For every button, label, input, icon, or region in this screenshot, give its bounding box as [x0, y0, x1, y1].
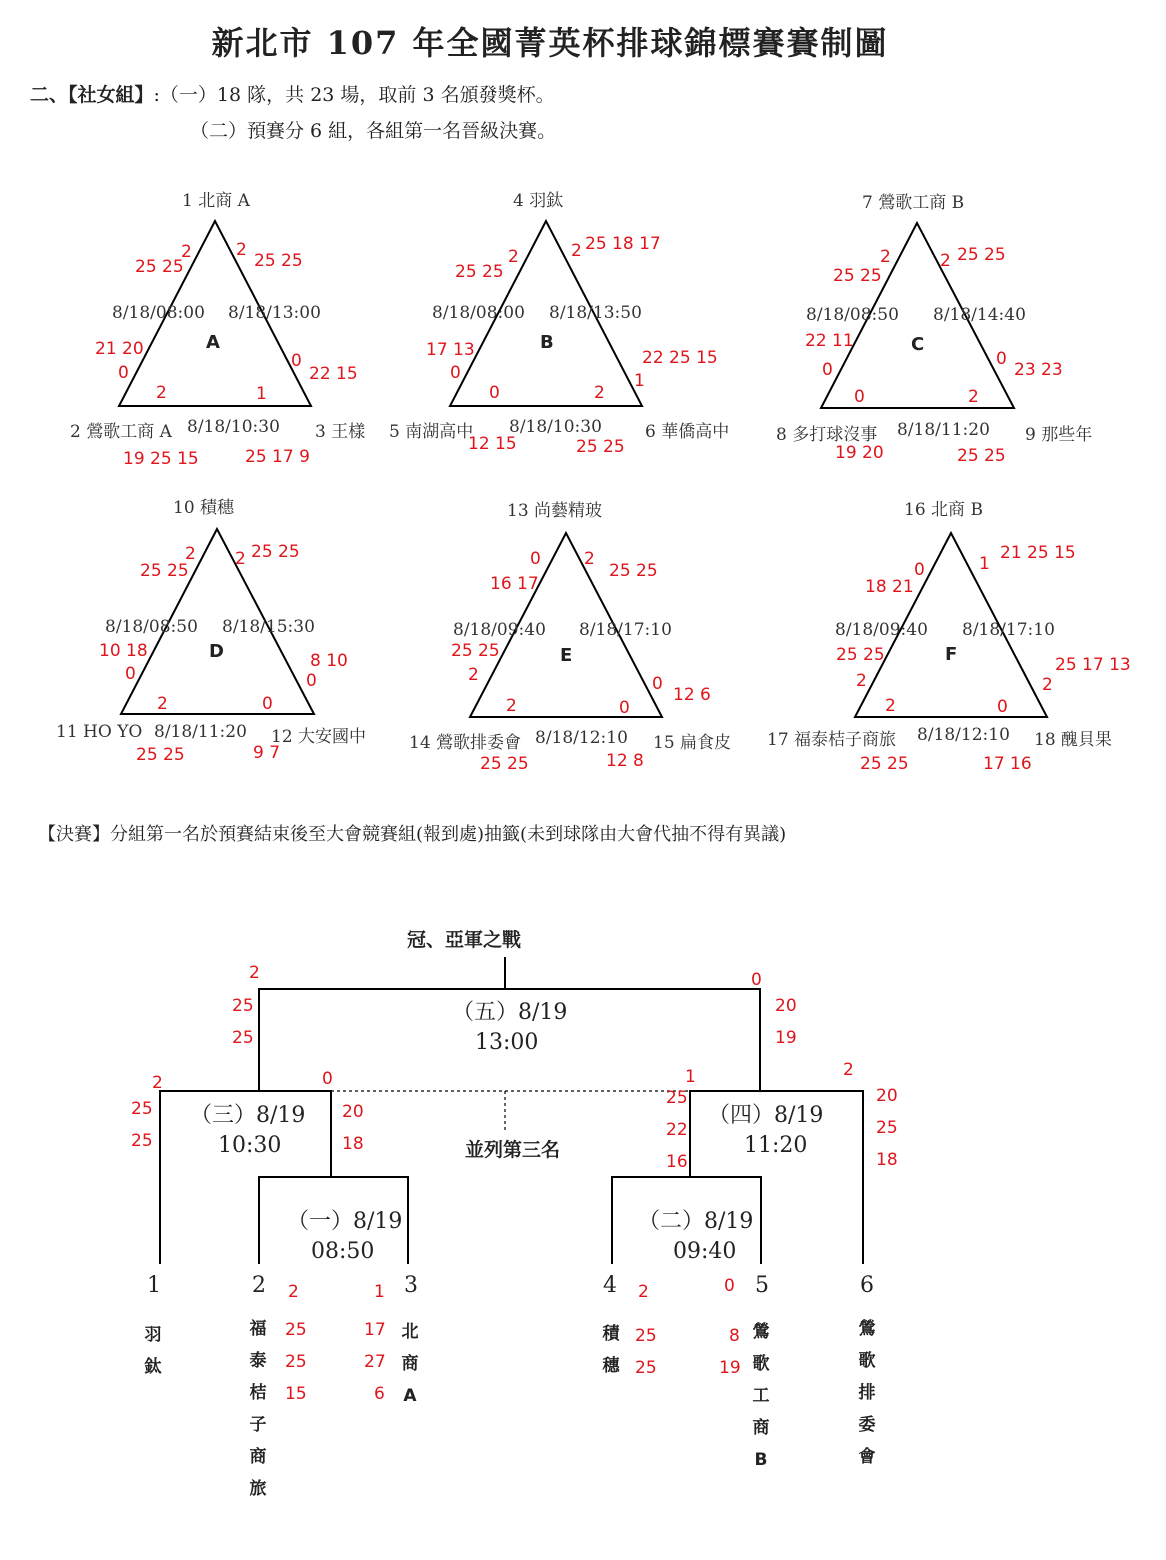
group-label: B [540, 332, 554, 353]
score: 20 [342, 1102, 364, 1122]
time-left: 8/18/08:00 [112, 303, 205, 323]
score: 25 [131, 1131, 153, 1151]
team-right: 6 華僑高中 [645, 422, 730, 442]
score: 25 25 [609, 561, 658, 581]
seed-team-name: 鶯歌工商B [752, 1322, 770, 1470]
third-place-dashes [259, 1091, 690, 1132]
score: 2 [152, 1073, 163, 1093]
team-top: 16 北商 B [904, 500, 983, 520]
score: 6 [374, 1384, 385, 1404]
score: 25 [666, 1088, 688, 1108]
team-left: 17 福泰桔子商旅 [767, 730, 897, 750]
time-right: 8/18/17:10 [579, 620, 672, 640]
score: 1 [634, 371, 645, 391]
score: 1 [979, 554, 990, 574]
team-left: 14 鶯歌排委會 [409, 733, 522, 753]
score: 18 [342, 1134, 364, 1154]
score: 19 25 15 [123, 449, 199, 469]
time-right: 8/18/15:30 [222, 617, 315, 637]
time-right: 8/18/13:00 [228, 303, 321, 323]
score: 0 [306, 671, 317, 691]
score: 22 11 [805, 331, 854, 351]
score: 25 [232, 996, 254, 1016]
score: 21 20 [95, 339, 144, 359]
score: 0 [997, 697, 1008, 717]
score: 2 [594, 383, 605, 403]
time-left: 8/18/09:40 [835, 620, 928, 640]
match-1-time: 08:50 [311, 1239, 375, 1264]
team-right: 12 大安國中 [271, 727, 367, 747]
score: 0 [262, 694, 273, 714]
score: 0 [996, 349, 1007, 369]
match-1-title: （一）8/19 [287, 1209, 403, 1234]
score: 22 15 [309, 364, 358, 384]
score: 25 [635, 1326, 657, 1346]
third-place-label: 並列第三名 [465, 1139, 561, 1161]
score: 19 20 [835, 443, 884, 463]
score: 2 [468, 665, 479, 685]
score: 20 [775, 996, 797, 1016]
team-right: 15 扁食皮 [653, 733, 732, 753]
score: 2 [856, 671, 867, 691]
score: 12 15 [468, 434, 517, 454]
score: 2 [156, 383, 167, 403]
team-top: 10 積穗 [173, 498, 235, 518]
score: 25 25 [836, 645, 885, 665]
score: 25 25 [140, 561, 189, 581]
score: 0 [489, 383, 500, 403]
score: 2 [880, 247, 891, 267]
score: 25 25 [833, 266, 882, 286]
seed-number: 5 [755, 1273, 769, 1298]
finals-note: 【決賽】分組第一名於預賽結束後至大會競賽組(報到處)抽籤(未到球隊由大會代抽不得有異議) [38, 824, 787, 845]
score: 25 25 [251, 542, 300, 562]
score: 12 8 [606, 751, 644, 771]
match-4-time: 11:20 [744, 1133, 808, 1158]
match-2-time: 09:40 [673, 1239, 737, 1264]
score: 25 17 13 [1055, 655, 1131, 675]
score: 8 10 [310, 651, 348, 671]
score: 0 [291, 351, 302, 371]
score: 25 18 17 [585, 234, 661, 254]
seed-number: 2 [252, 1273, 266, 1298]
score: 2 [584, 549, 595, 569]
score: 2 [571, 241, 582, 261]
score: 23 23 [1014, 360, 1063, 380]
seed-number: 6 [860, 1273, 874, 1298]
seed-number: 4 [603, 1273, 617, 1298]
score: 25 17 9 [245, 447, 310, 467]
seed-team-name: 積穗 [602, 1324, 620, 1376]
match-3-time: 10:30 [218, 1133, 282, 1158]
time-bottom: 8/18/10:30 [187, 417, 280, 437]
match-2-title: （二）8/19 [638, 1209, 754, 1234]
score: 19 [775, 1028, 797, 1048]
team-right: 3 王樣 [315, 422, 366, 442]
score: 22 25 15 [642, 348, 718, 368]
section-prefix: 二、 [30, 84, 69, 106]
seed-team-name: 羽鈦 [144, 1325, 162, 1377]
score: 21 25 15 [1000, 543, 1076, 563]
team-top: 7 鶯歌工商 B [862, 193, 965, 213]
time-bottom: 8/18/12:10 [535, 728, 628, 748]
score: 1 [256, 384, 267, 404]
score: 0 [118, 363, 129, 383]
time-left: 8/18/08:50 [806, 305, 899, 325]
time-right: 8/18/13:50 [549, 303, 642, 323]
seed-team-name: 鶯歌排委會 [858, 1319, 876, 1467]
seed-team-name: 福泰桔子商旅 [249, 1319, 267, 1499]
score: 2 [638, 1282, 649, 1302]
group-label: E [560, 645, 573, 666]
score: 2 [506, 696, 517, 716]
score: 0 [619, 698, 630, 718]
score: 0 [450, 363, 461, 383]
score: 15 [285, 1384, 307, 1404]
score: 2 [236, 240, 247, 260]
score: 25 25 [860, 754, 909, 774]
score: 25 25 [451, 641, 500, 661]
match-4-title: （四）8/19 [708, 1103, 824, 1128]
group-name: 【社女組】 [68, 84, 154, 106]
seed-team-name: 北商A [401, 1322, 419, 1406]
score: 0 [751, 970, 762, 990]
final-label: 冠、亞軍之戰 [407, 929, 522, 951]
team-right: 9 那些年 [1025, 425, 1093, 445]
score: 17 [364, 1320, 386, 1340]
score: 19 [719, 1358, 741, 1378]
score: 2 [885, 696, 896, 716]
score: 0 [322, 1069, 333, 1089]
score: 16 17 [490, 574, 539, 594]
score: 0 [724, 1276, 735, 1296]
team-top: 13 尚藝精玻 [507, 501, 603, 521]
format-line-2: （二）預賽分 6 組，各組第一名晉級決賽。 [190, 120, 557, 142]
score: 25 25 [254, 251, 303, 271]
score: 27 [364, 1352, 386, 1372]
time-bottom: 8/18/12:10 [917, 725, 1010, 745]
score: 0 [854, 387, 865, 407]
score: 10 18 [99, 641, 148, 661]
score: 2 [185, 544, 196, 564]
score: 0 [125, 664, 136, 684]
score: 25 25 [480, 754, 529, 774]
score: 16 [666, 1152, 688, 1172]
page-title: 新北市 107 年全國菁英杯排球錦標賽賽制圖 [211, 24, 889, 62]
score: 20 [876, 1086, 898, 1106]
group-label: C [911, 334, 925, 355]
score: 1 [374, 1282, 385, 1302]
score: 25 25 [136, 745, 185, 765]
score: 2 [1042, 675, 1053, 695]
score: 25 25 [135, 257, 184, 277]
score: 0 [914, 560, 925, 580]
team-left: 8 多打球沒事 [776, 425, 878, 445]
team-left: 5 南湖高中 [389, 422, 474, 442]
format-text-1: :（一）18 隊，共 23 場，取前 3 名頒發獎杯。 [153, 84, 555, 106]
score: 9 7 [253, 743, 281, 763]
score: 25 [285, 1352, 307, 1372]
score: 2 [508, 247, 519, 267]
score: 25 [876, 1118, 898, 1138]
score: 2 [157, 694, 168, 714]
score: 17 13 [426, 340, 475, 360]
score: 25 25 [957, 446, 1006, 466]
score: 18 [876, 1150, 898, 1170]
match-5-time: 13:00 [475, 1030, 539, 1055]
score: 25 [635, 1358, 657, 1378]
score: 25 [131, 1099, 153, 1119]
score: 0 [822, 360, 833, 380]
score: 17 16 [983, 754, 1032, 774]
score: 18 21 [865, 577, 914, 597]
seed-number: 3 [404, 1273, 418, 1298]
time-bottom: 8/18/11:20 [154, 722, 247, 742]
team-left: 2 鶯歌工商 A [70, 422, 172, 442]
score: 25 25 [957, 245, 1006, 265]
time-left: 8/18/08:00 [432, 303, 525, 323]
seed-number: 1 [147, 1273, 161, 1298]
team-top: 1 北商 A [182, 191, 250, 211]
score: 25 [285, 1320, 307, 1340]
score: 2 [235, 549, 246, 569]
score: 2 [940, 251, 951, 271]
time-left: 8/18/09:40 [453, 620, 546, 640]
score: 1 [685, 1067, 696, 1087]
score: 25 25 [455, 262, 504, 282]
score: 2 [249, 963, 260, 983]
match-5-title: （五）8/19 [452, 1000, 568, 1025]
score: 2 [843, 1060, 854, 1080]
time-right: 8/18/14:40 [933, 305, 1026, 325]
time-right: 8/18/17:10 [962, 620, 1055, 640]
score: 12 6 [673, 685, 711, 705]
score: 25 25 [576, 437, 625, 457]
score: 8 [729, 1326, 740, 1346]
match-3-title: （三）8/19 [190, 1103, 306, 1128]
team-top: 4 羽鈦 [513, 191, 564, 211]
team-left: 11 HO YO [56, 722, 143, 742]
time-bottom: 8/18/11:20 [897, 420, 990, 440]
score: 0 [530, 549, 541, 569]
group-label: A [206, 332, 220, 353]
score: 2 [968, 387, 979, 407]
time-bottom: 8/18/10:30 [509, 417, 602, 437]
score: 2 [181, 242, 192, 262]
group-label: D [209, 641, 224, 662]
score: 25 [232, 1028, 254, 1048]
team-right: 18 醜貝果 [1034, 730, 1113, 750]
group-label: F [945, 644, 958, 665]
score: 0 [652, 674, 663, 694]
time-left: 8/18/08:50 [105, 617, 198, 637]
score: 2 [288, 1282, 299, 1302]
score: 22 [666, 1120, 688, 1140]
